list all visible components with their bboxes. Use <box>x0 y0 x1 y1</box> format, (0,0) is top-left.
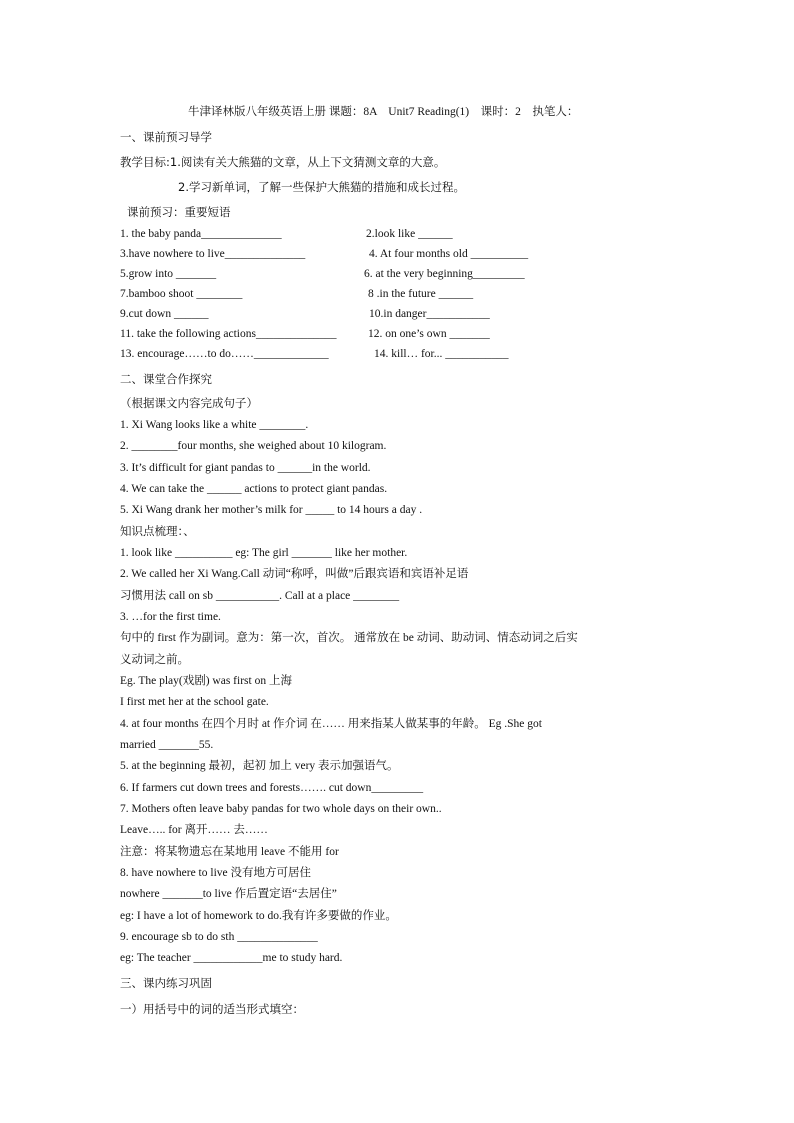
point-line-16: 8. have nowhere to live 没有地方可居住 <box>120 867 311 879</box>
point-line-4: 3. …for the first time. <box>120 611 221 623</box>
point-line-13: 7. Mothers often leave baby pandas for two whole days on their own.. <box>120 803 442 815</box>
point-line-20: eg: The teacher ____________me to study hard. <box>120 952 343 964</box>
point-line-1: 1. look like __________ eg: The girl _______ like her mother. <box>120 547 408 559</box>
point-line-10: married _______55. <box>120 739 214 751</box>
phrase-12: 12. on one’s own _______ <box>368 328 490 340</box>
point-line-12: 6. If farmers cut down trees and forests……. cut down_________ <box>120 782 424 794</box>
phrase-13: 13. encourage……to do……_____________ <box>120 348 329 360</box>
phrase-14: 14. kill… for... ___________ <box>374 348 509 360</box>
point-line-17: nowhere _______to live 作后置定语“去居住” <box>120 888 337 900</box>
preview-heading: 课前预习：重要短语 <box>127 205 231 219</box>
phrase-10: 10.in danger___________ <box>369 308 490 320</box>
point-line-19: 9. encourage sb to do sth ______________ <box>120 931 318 943</box>
point-line-9: 4. at four months 在四个月时 at 作介词 在…… 用来指某人做某事的年龄。 Eg .She got <box>120 718 542 730</box>
phrase-2: 2.look like ______ <box>366 228 453 240</box>
phrase-11: 11. take the following actions______________ <box>120 328 337 340</box>
section2-instruction: （根据课文内容完成句子） <box>120 396 258 410</box>
point-line-8: I first met her at the school gate. <box>120 696 269 708</box>
phrase-5: 5.grow into _______ <box>120 268 217 280</box>
phrase-6: 6. at the very beginning_________ <box>364 268 525 280</box>
phrase-3: 3.have nowhere to live______________ <box>120 248 306 260</box>
sentence-1: 1. Xi Wang looks like a white ________. <box>120 419 309 431</box>
sentence-2: 2. ________four months, she weighed about 10 kilogram. <box>120 440 387 452</box>
point-line-11: 5. at the beginning 最初，起初 加上 very 表示加强语气。 <box>120 760 399 772</box>
phrase-8: 8 .in the future ______ <box>368 288 474 300</box>
section1-heading: 一、课前预习导学 <box>120 130 212 144</box>
point-line-6: 义动词之前。 <box>120 654 189 666</box>
knowledge-heading: 知识点梳理：、 <box>120 524 195 538</box>
section3-heading: 三、课内练习巩固 <box>120 976 212 990</box>
sentence-5: 5. Xi Wang drank her mother’s milk for _____ to 14 hours a day . <box>120 504 423 516</box>
sentence-4: 4. We can take the ______ actions to protect giant pandas. <box>120 483 388 495</box>
teaching-goal-1: 教学目标:1.阅读有关大熊猫的文章，从上下文猜测文章的大意。 <box>120 155 446 169</box>
teaching-goal-2: 2.学习新单词，了解一些保护大熊猫的措施和成长过程。 <box>178 180 465 194</box>
section3-subheading: 一）用括号中的词的适当形式填空： <box>120 1002 304 1016</box>
point-line-18: eg: I have a lot of homework to do.我有许多要做的作业。 <box>120 910 397 922</box>
section2-heading: 二、课堂合作探究 <box>120 372 212 386</box>
point-line-5: 句中的 first 作为副词。意为：第一次，首次。 通常放在 be 动词、助动词、情态动词之后实 <box>120 632 578 644</box>
document-title: 牛津译林版八年级英语上册 课题：8A Unit7 Reading(1) 课时：2 执笔人： <box>188 106 579 118</box>
point-line-14: Leave….. for 离开…… 去…… <box>120 824 268 836</box>
point-line-2: 2. We called her Xi Wang.Call 动词“称呼，叫做”后跟宾语和宾语补足语 <box>120 568 469 580</box>
phrase-4: 4. At four months old __________ <box>369 248 529 260</box>
point-line-15: 注意：将某物遗忘在某地用 leave 不能用 for <box>120 846 339 858</box>
phrase-1: 1. the baby panda______________ <box>120 228 282 240</box>
sentence-3: 3. It’s difficult for giant pandas to ______in the world. <box>120 462 371 474</box>
point-line-7: Eg. The play(戏剧) was first on 上海 <box>120 675 292 687</box>
phrase-7: 7.bamboo shoot ________ <box>120 288 243 300</box>
phrase-9: 9.cut down ______ <box>120 308 209 320</box>
point-line-3: 习惯用法 call on sb ___________. Call at a place ________ <box>120 590 400 602</box>
